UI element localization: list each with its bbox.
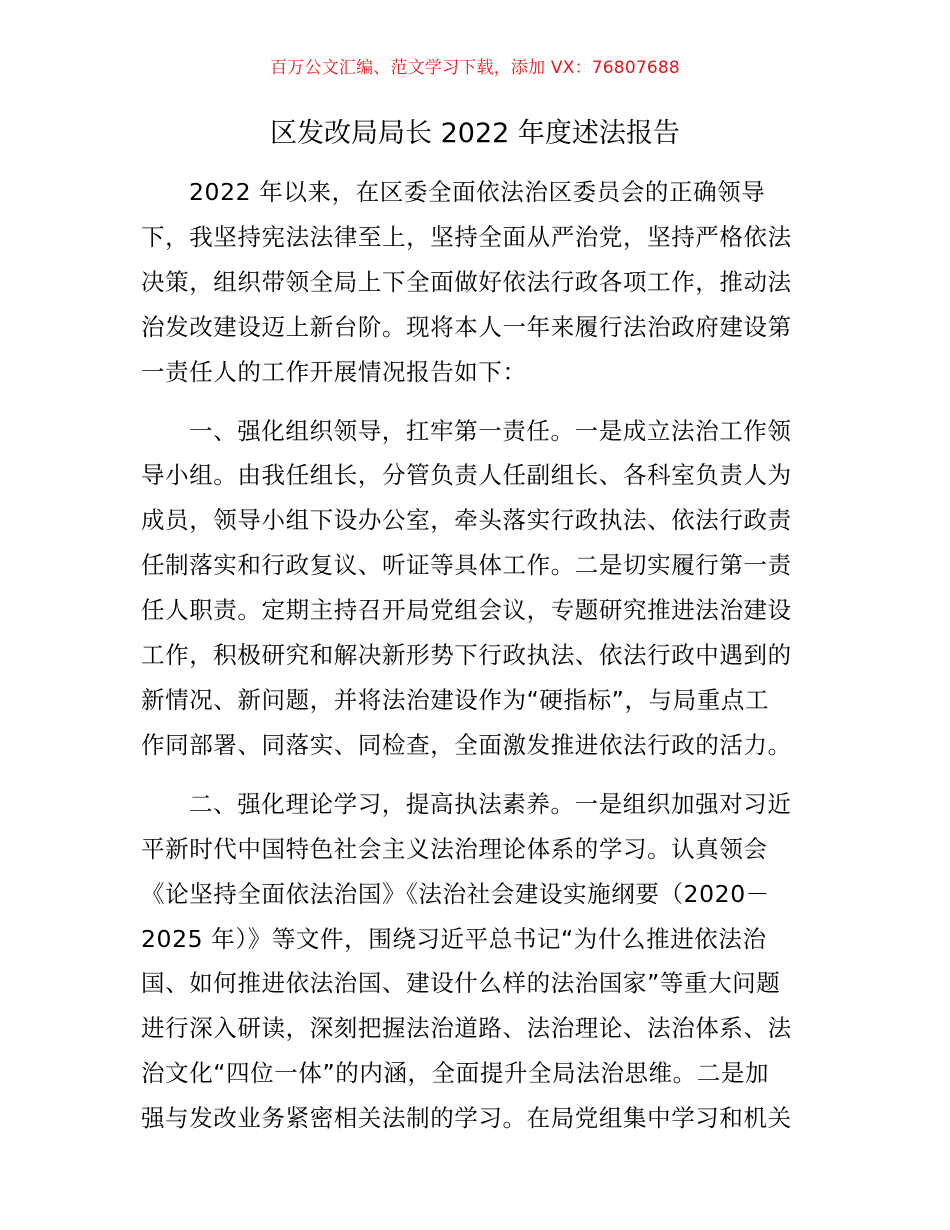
paragraph-intro	[141, 170, 813, 395]
text-line: 成员，领导小组下设办公室，牵头落实行政执法、依法行政责	[141, 506, 792, 535]
text-line: 治文化“四位一体”的内涵，全面提升全局法治思维。二是加	[141, 1059, 770, 1088]
text-line: 一、强化组织领导，扛牢第一责任。一是成立法治工作领	[189, 416, 792, 445]
paragraph-section-1	[141, 409, 813, 768]
text-line: 任制落实和行政复议、听证等具体工作。二是切实履行第一责	[141, 551, 792, 580]
text-line: 平新时代中国特色社会主义法治理论体系的学习。认真领会	[141, 834, 768, 863]
text-line: 进行深入研读，深刻把握法治道路、法治理论、法治体系、法	[141, 1014, 792, 1043]
text-line: 治发改建设迈上新台阶。现将本人一年来履行法治政府建设第	[141, 312, 792, 341]
text-line: 决策，组织带领全局上下全面做好依法行政各项工作，推动法	[141, 267, 792, 296]
document-body	[141, 170, 813, 1141]
text-line: 任人职责。定期主持召开局党组会议，专题研究推进法治建设	[141, 596, 792, 625]
text-line: 2022 年以来，在区委全面依法治区委员会的正确领导	[189, 178, 766, 206]
document-title: 区发改局局长 2022 年度述法报告	[270, 118, 680, 149]
paragraph-section-2	[141, 782, 813, 1141]
text-line: 《论坚持全面依法治国》《法治社会建设实施纲要（2020－	[141, 879, 770, 908]
text-line: 二、强化理论学习，提高执法素养。一是组织加强对习近	[189, 789, 792, 818]
text-line: 导小组。由我任组长，分管负责人任副组长、各科室负责人为	[141, 461, 792, 490]
watermark-header: 百万公文汇编、范文学习下载，添加 VX：76807688	[270, 58, 680, 78]
text-line: 2025 年）》等文件，围绕习近平总书记“为什么推进依法治	[141, 924, 767, 953]
text-line: 新情况、新问题，并将法治建设作为“硬指标”，与局重点工	[141, 685, 770, 714]
text-line: 强与发改业务紧密相关法制的学习。在局党组集中学习和机关	[141, 1104, 792, 1133]
text-line: 作同部署、同落实、同检查，全面激发推进依法行政的活力。	[141, 730, 792, 759]
text-line: 国、如何推进依法治国、建设什么样的法治国家”等重大问题	[141, 969, 781, 998]
text-line: 下，我坚持宪法法律至上，坚持全面从严治党，坚持严格依法	[141, 222, 792, 251]
text-line: 工作，积极研究和解决新形势下行政执法、依法行政中遇到的	[141, 641, 792, 670]
text-line: 一责任人的工作开展情况报告如下：	[141, 357, 527, 386]
